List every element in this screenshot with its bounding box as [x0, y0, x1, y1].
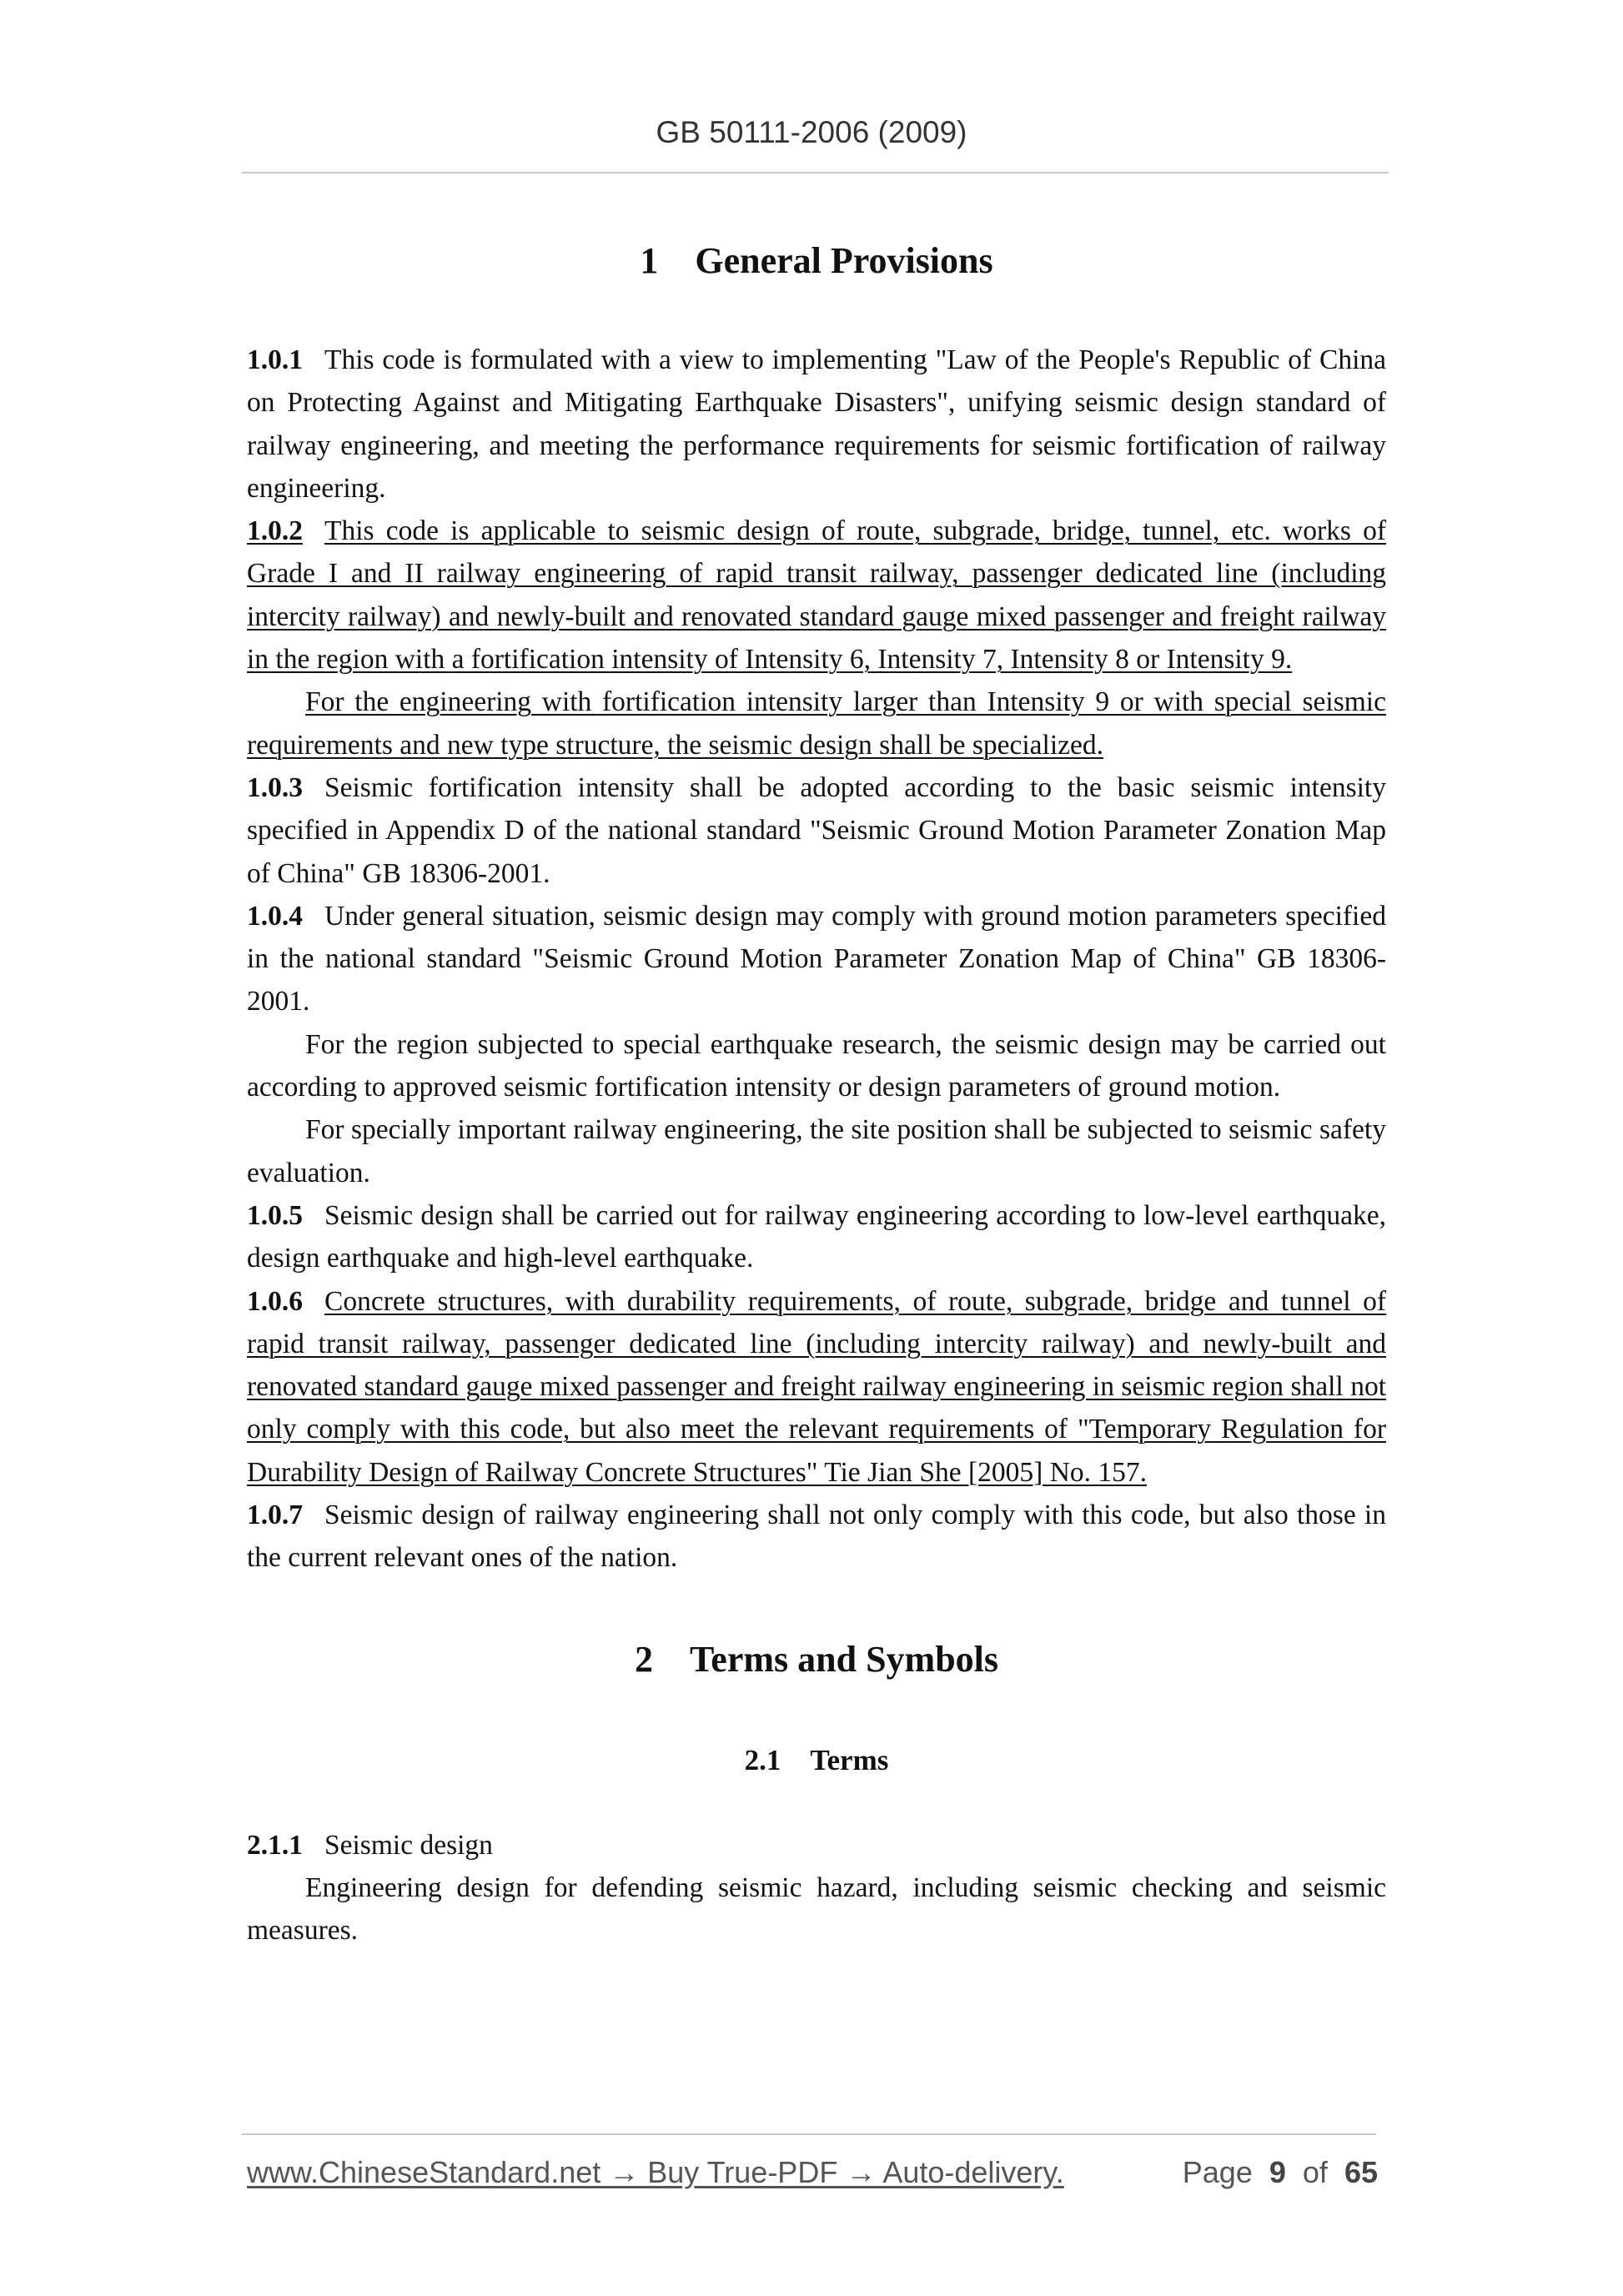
clause-1-0-1 [247, 339, 1386, 510]
clause-text: Seismic fortification intensity shall be adopted according to the basic seismic intensity specified in Appendix D of the national standard "Seismic Ground Motion Parameter Zonation Map of China" GB 18306-2001. [247, 771, 1386, 889]
clause-1-0-4-para-3: For specially important railway engineering, the site position shall be subjected to seismic safety evaluation. [247, 1114, 1386, 1188]
chapter-1-title: 1 General Provisions [640, 240, 993, 281]
clause-1-0-7 [247, 1494, 1386, 1580]
term-name: Seismic design [324, 1829, 493, 1861]
clause-number: 1.0.4 [247, 900, 303, 932]
header-divider [242, 172, 1389, 173]
page-number: 9 [1269, 2155, 1286, 2189]
clause-text: Seismic design of railway engineering shall not only comply with this code, but also those in the current relevant ones of the nation. [247, 1500, 1386, 1574]
clause-text: For the engineering with fortification intensity larger than Intensity 9 or with special seismic requirements and new type structure, the seismic design shall be specialized. [247, 686, 1386, 761]
chapter-2-title: 2 Terms and Symbols [634, 1638, 999, 1680]
page-body [247, 238, 1386, 1952]
clause-text: This code is applicable to seismic design of route, subgrade, bridge, tunnel, etc. works of Grade I and II railway engineering of rapid transit railway, passenger dedicated line (including intercity railway) and newly-built and renovated standard gauge mixed passenger and freight railway in the region with a fortification intensity of Intensity 6, Intensity 7, Intensity 8 or Intensity 9. [247, 515, 1386, 676]
clause-number: 1.0.6 [247, 1285, 303, 1317]
clause-text: Seismic design shall be carried out for railway engineering according to low-level earthquake, design earthquake and high-level earthquake. [247, 1199, 1386, 1274]
clause-text: Under general situation, seismic design may comply with ground motion parameters specified in the national standard "Seismic Ground Motion Parameter Zonation Map of China" GB 18306-2001. [247, 900, 1386, 1017]
store-link[interactable]: www.ChineseStandard.net → Buy True-PDF → Auto-delivery. [247, 2155, 1064, 2189]
of-label: of [1302, 2155, 1328, 2189]
clause-text: This code is formulated with a view to implementing "Law of the People's Republic of China on Protecting Against and Mitigating Earthquake Disasters", unifying seismic design standard of railway engineering, and meeting the performance requirements for seismic fortification of railway engineering. [247, 344, 1386, 504]
clause-1-0-3 [247, 766, 1386, 895]
term-number: 2.1.1 [247, 1829, 303, 1861]
clause-number: 1.0.3 [247, 771, 303, 803]
term-2-1-1 [247, 1824, 1386, 1866]
clause-1-0-6 [247, 1280, 1386, 1494]
clause-text: Concrete structures, with durability requirements, of route, subgrade, bridge and tunnel of rapid transit railway, passenger dedicated line (including intercity railway) and newly-built and renovated standard gauge mixed passenger and freight railway engineering in seismic region shall not only comply with this code, but also meet the relevant requirements of "Temporary Regulation for Durability Design of Railway Concrete Structures" Tie Jian She [2005] No. 157. [247, 1285, 1386, 1488]
page-indicator [1183, 2155, 1378, 2190]
clause-1-0-2 [247, 510, 1386, 681]
clause-1-0-4-para-2: For the region subjected to special earthquake research, the seismic design may be carried out according to approved seismic fortification intensity or design parameters of ground motion. [247, 1028, 1386, 1103]
clause-number: 1.0.7 [247, 1500, 303, 1531]
section-2-1-title: 2.1 Terms [744, 1743, 889, 1776]
footer-divider [242, 2133, 1376, 2135]
clause-1-0-4 [247, 895, 1386, 1023]
clause-1-0-5 [247, 1194, 1386, 1280]
running-header: GB 50111-2006 (2009) [656, 115, 967, 149]
clause-number: 1.0.2 [247, 515, 303, 547]
clause-number: 1.0.5 [247, 1199, 303, 1231]
page-label: Page [1182, 2155, 1253, 2189]
page-total: 65 [1344, 2155, 1378, 2189]
term-2-1-1-definition: Engineering design for defending seismic hazard, including seismic checking and seismic measures. [247, 1871, 1386, 1947]
clause-number: 1.0.1 [247, 344, 303, 375]
clause-1-0-2-para-2 [247, 681, 1386, 766]
